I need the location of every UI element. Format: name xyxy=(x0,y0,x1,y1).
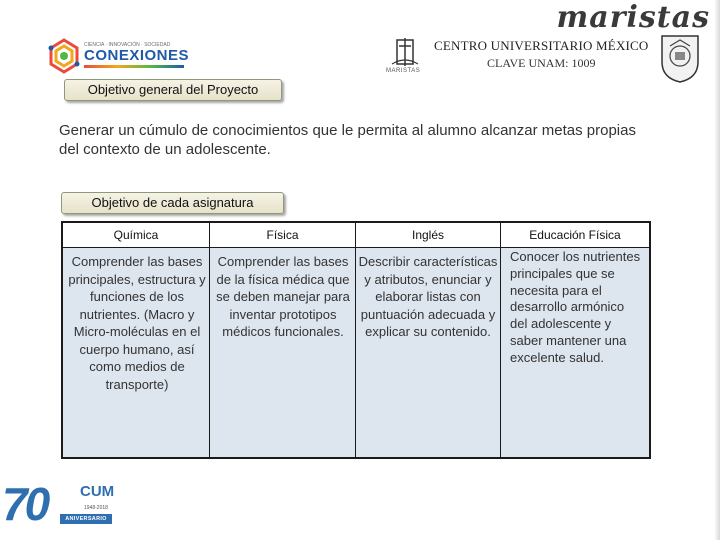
conexiones-mark-icon xyxy=(46,38,82,74)
objetivo-asignatura-label: Objetivo de cada asignatura xyxy=(61,192,284,214)
header-ingles: Inglés xyxy=(411,228,445,242)
centro-universitario-title: CENTRO UNIVERSITARIO MÉXICO xyxy=(434,38,649,53)
unam-crest-icon xyxy=(658,32,702,84)
asignaturas-table xyxy=(61,221,651,459)
conexiones-name: CONEXIONES xyxy=(84,47,190,64)
aniversario-number: 70 xyxy=(2,478,48,530)
aniversario-logo xyxy=(0,478,120,531)
aniversario-years: 1948-2018 xyxy=(84,505,108,511)
conexiones-tagline: CIENCIA · INNOVACIÓN · SOCIEDAD xyxy=(84,42,171,48)
conexiones-color-bar xyxy=(84,65,184,68)
cell-fisica: Comprender las bases de la física médica que se deben manejar para inventar prototipos médicos funcionales. xyxy=(216,254,350,339)
header-educacion-fisica: Educación Física xyxy=(529,228,621,242)
aniversario-org: CUM xyxy=(80,483,115,500)
header-quimica: Química xyxy=(113,228,159,242)
right-edge-shade xyxy=(714,0,720,540)
cell-quimica: Comprender las bases principales, estructura y funciones de los nutrientes. (Macro y Micro-moléculas en el cuerpo humano, así como medios de transporte) xyxy=(68,254,206,392)
objetivo-general-label: Objetivo general del Proyecto xyxy=(64,79,282,101)
maristas-label: MARISTAS xyxy=(386,68,421,74)
maristas-wordmark: maristas xyxy=(556,0,710,35)
objetivo-general-text: Generar un cúmulo de conocimientos que le permita al alumno alcanzar metas propias del contexto de un adolescente. xyxy=(59,122,636,158)
conexiones-logo xyxy=(46,38,190,74)
column-divider xyxy=(209,223,210,457)
clave-unam: CLAVE UNAM: 1009 xyxy=(487,56,596,70)
aniversario-ribbon: ANIVERSARIO xyxy=(60,514,112,524)
cell-educacion-fisica: Conocer los nutrientes principales que se necesita para el desarrollo armónico del adolescente y saber mantener una excelente salud. xyxy=(510,249,641,365)
column-divider xyxy=(500,223,501,457)
column-divider xyxy=(355,223,356,457)
cell-ingles: Describir características y atributos, enunciar y elaborar listas con puntuación adecuada y explicar su contenido. xyxy=(358,254,498,339)
header-fisica: Física xyxy=(266,228,299,242)
